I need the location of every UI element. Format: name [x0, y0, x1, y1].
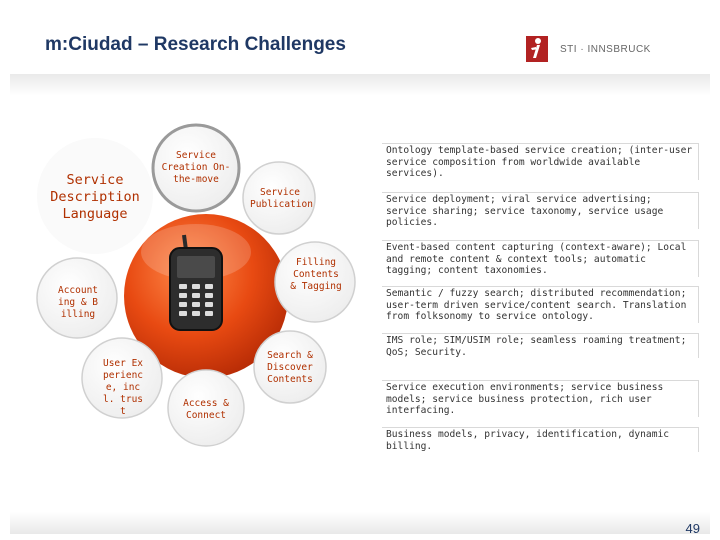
page-title: m:Ciudad – Research Challenges — [45, 34, 346, 55]
description-2: Service deployment; viral service advertising; service sharing; service taxonomy, service usage policies. — [382, 192, 699, 229]
mobile-phone-icon — [170, 235, 222, 330]
description-3: Event-based content capturing (context-aware); Local and remote content & context tools; automatic tagging; content taxonomies. — [382, 240, 699, 277]
node-access-label: Access & Connect — [183, 398, 229, 421]
description-7: Business models, privacy, identification, dynamic billing. — [382, 427, 699, 452]
node-accounting-label: Accounting & Billing — [57, 285, 99, 320]
node-creation-label: Service Creation On-the-move — [161, 150, 231, 185]
node-sdl-label: Service Description Language — [50, 172, 140, 222]
description-4: Semantic / fuzzy search; distributed recommendation; user-term driven service/content search. Translation from folksonomy to service ontology. — [382, 286, 699, 323]
node-search-label: Search & Discover Contents — [267, 350, 313, 385]
description-5: IMS role; SIM/USIM role; seamless roaming treatment; QoS; Security. — [382, 333, 699, 358]
node-publication-label: Service Publication — [250, 187, 313, 210]
description-1: Ontology template-based service creation; (inter-user service composition from worldwide available services). — [382, 143, 699, 180]
node-user-label: User Experience, incl. trust — [102, 358, 144, 417]
sti-logo-text: STI · INNSBRUCK — [560, 43, 651, 55]
description-6: Service execution environments; service business models; service business protection, rich user interfacing. — [382, 380, 699, 417]
footer-rule — [10, 512, 710, 534]
page-number: 49 — [685, 521, 700, 536]
node-filling-label: Filling Contents & Tagging — [290, 257, 342, 292]
